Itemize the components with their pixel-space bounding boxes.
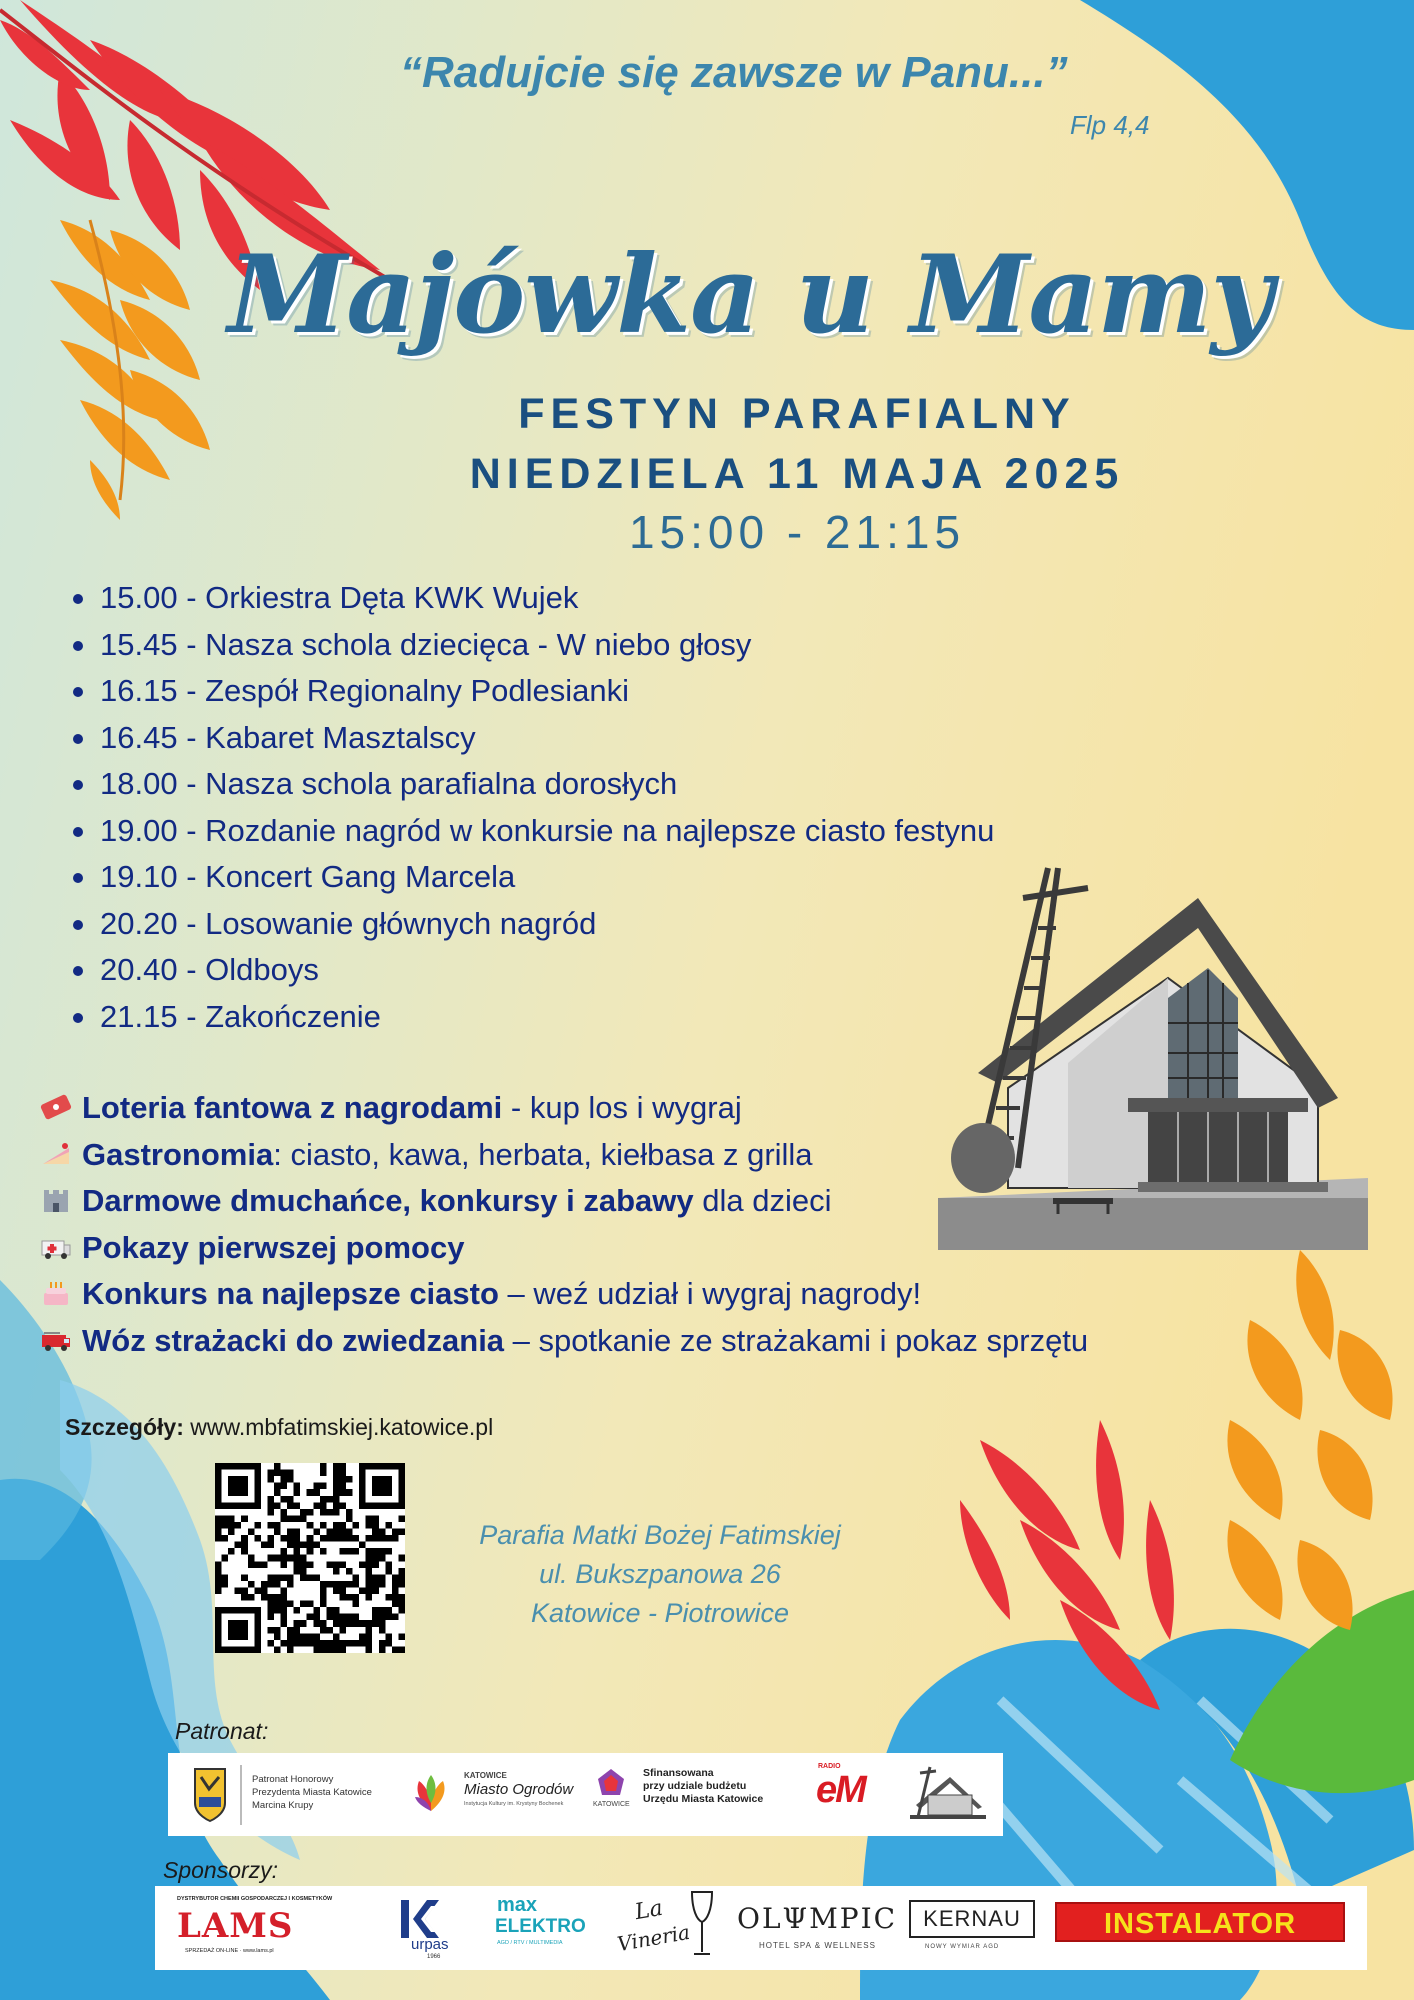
attraction-item [40,1132,1088,1179]
event-date: NIEDZIELA 11 MAJA 2025 [469,450,1125,498]
olympic-sub: HOTEL SPA & WELLNESS [759,1941,876,1950]
attraction-title: Loteria fantowa z nagrodami [82,1090,503,1125]
kurpas-name: urpas [411,1936,449,1953]
katowice-city-label: KATOWICE [593,1801,630,1808]
parish-street: ul. Bukszpanowa 26 [539,1559,781,1589]
vineria-logo-b: Vineria [615,1919,692,1957]
olympic-logo: OLΨMPIC [737,1902,898,1935]
bible-quote: “Radujcie się zawsze w Panu...” [400,48,1068,97]
lams-sub: SPRZEDAŻ ON-LINE · www.lams.pl [185,1948,274,1954]
attraction-title: Wóz strażacki do zwiedzania [82,1322,505,1358]
funding-line: przy udziale budżetu [643,1780,747,1792]
details-label: Szczegóły: [65,1414,184,1440]
miasto-ogrodow-top: KATOWICE [464,1771,507,1780]
lams-tagline: DYSTRYBUTOR CHEMII GOSPODARCZEJ I KOSMETYKÓW [177,1896,333,1902]
attraction-title: Darmowe dmuchańce, konkursy i zabawy [82,1183,694,1218]
schedule-item: 19.10 - Koncert Gang Marcela [100,854,994,901]
radio-em-top: RADIO [818,1763,841,1770]
attraction-desc: - kup los i wygraj [502,1090,742,1125]
wine-glass-icon [687,1890,717,1960]
elektro-logo: ELEKTRO [495,1916,586,1937]
schedule-item: 15.45 - Nasza schola dziecięca - W niebo głosy [100,622,994,669]
katowice-coat-of-arms-logo [193,1767,227,1823]
attraction-item [40,1318,1088,1365]
attraction-title: Konkurs na najlepsze ciasto [82,1276,499,1311]
honor-line: Marcina Krupy [252,1800,314,1811]
radio-em-logo: eM [816,1769,865,1811]
attraction-item [40,1225,1088,1272]
elektro-sub: AGD / RTV / MULTIMEDIA [497,1940,563,1946]
miasto-ogrodow-name: Miasto Ogrodów [464,1781,574,1798]
parish-church-logo [908,1765,988,1825]
birthday-cake-icon [40,1277,72,1309]
instalator-logo: INSTALATOR [1055,1902,1345,1942]
sponsor-logos [155,1886,1367,1970]
details-url[interactable]: www.mbfatimskiej.katowice.pl [183,1414,494,1440]
attraction-desc: : ciasto, kawa, herbata, kiełbasa z grilla [273,1136,813,1172]
event-time: 15:00 - 21:15 [628,506,966,558]
castle-icon [40,1184,72,1216]
kernau-logo: KERNAU [909,1900,1035,1938]
schedule-list [60,575,994,1040]
attraction-item [40,1085,1088,1132]
honor-line: Prezydenta Miasta Katowice [252,1787,372,1798]
attraction-item [40,1178,1088,1225]
miasto-ogrodow-sub: Instytucja Kultury im. Krystyny Bochenek [464,1801,564,1807]
kurpas-logo-mark [399,1898,441,1940]
attraction-desc: dla dzieci [693,1183,832,1218]
attraction-desc: – weź udział i wygraj nagrody! [498,1276,922,1311]
attraction-item [40,1271,1088,1318]
attractions-list [40,1085,1088,1364]
vineria-logo-a: La [633,1895,665,1926]
schedule-item: 20.40 - Oldboys [100,947,994,994]
patronage-label: Patronat: [175,1718,269,1744]
kernau-sub: NOWY WYMIAR AGD [925,1944,1000,1950]
cake-slice-icon [40,1138,72,1170]
funding-line: Urzędu Miasta Katowice [643,1793,764,1805]
miasto-ogrodow-logo [413,1773,449,1813]
kurpas-year: 1966 [427,1954,441,1960]
schedule-item: 16.15 - Zespół Regionalny Podlesianki [100,668,994,715]
fire-engine-icon [40,1324,72,1356]
patronage-logos [168,1753,1003,1836]
event-subtitle: FESTYN PARAFIALNY [518,390,1076,438]
qr-code[interactable] [215,1463,405,1653]
honor-line: Patronat Honorowy [252,1774,334,1785]
attraction-desc: – spotkanie ze strażakami i pokaz sprzętu [504,1322,1089,1358]
lams-logo: LAMS [177,1906,294,1946]
schedule-item: 20.20 - Losowanie głównych nagród [100,901,994,948]
attraction-title: Gastronomia [82,1136,274,1172]
parish-city: Katowice - Piotrowice [530,1598,790,1628]
ticket-icon [40,1091,72,1123]
parish-name: Parafia Matki Bożej Fatimskiej [479,1520,841,1550]
funding-line: Sfinansowana [643,1767,714,1779]
schedule-item: 18.00 - Nasza schola parafialna dorosłych [100,761,994,808]
schedule-item: 16.45 - Kabaret Masztalscy [100,715,994,762]
schedule-item: 19.00 - Rozdanie nagród w konkursie na najlepsze ciasto festynu [100,808,994,855]
details-line [65,1414,493,1441]
attraction-title: Pokazy pierwszej pomocy [82,1229,465,1265]
bible-quote-reference: Flp 4,4 [1070,110,1150,140]
schedule-item: 15.00 - Orkiestra Dęta KWK Wujek [100,575,994,622]
schedule-item: 21.15 - Zakończenie [100,994,994,1041]
poster-title: Majówka u Mamy [227,232,1273,358]
ambulance-icon [40,1231,72,1263]
max-logo: max [497,1894,538,1916]
sponsors-label: Sponsorzy: [163,1857,279,1883]
katowice-city-logo [596,1767,626,1797]
